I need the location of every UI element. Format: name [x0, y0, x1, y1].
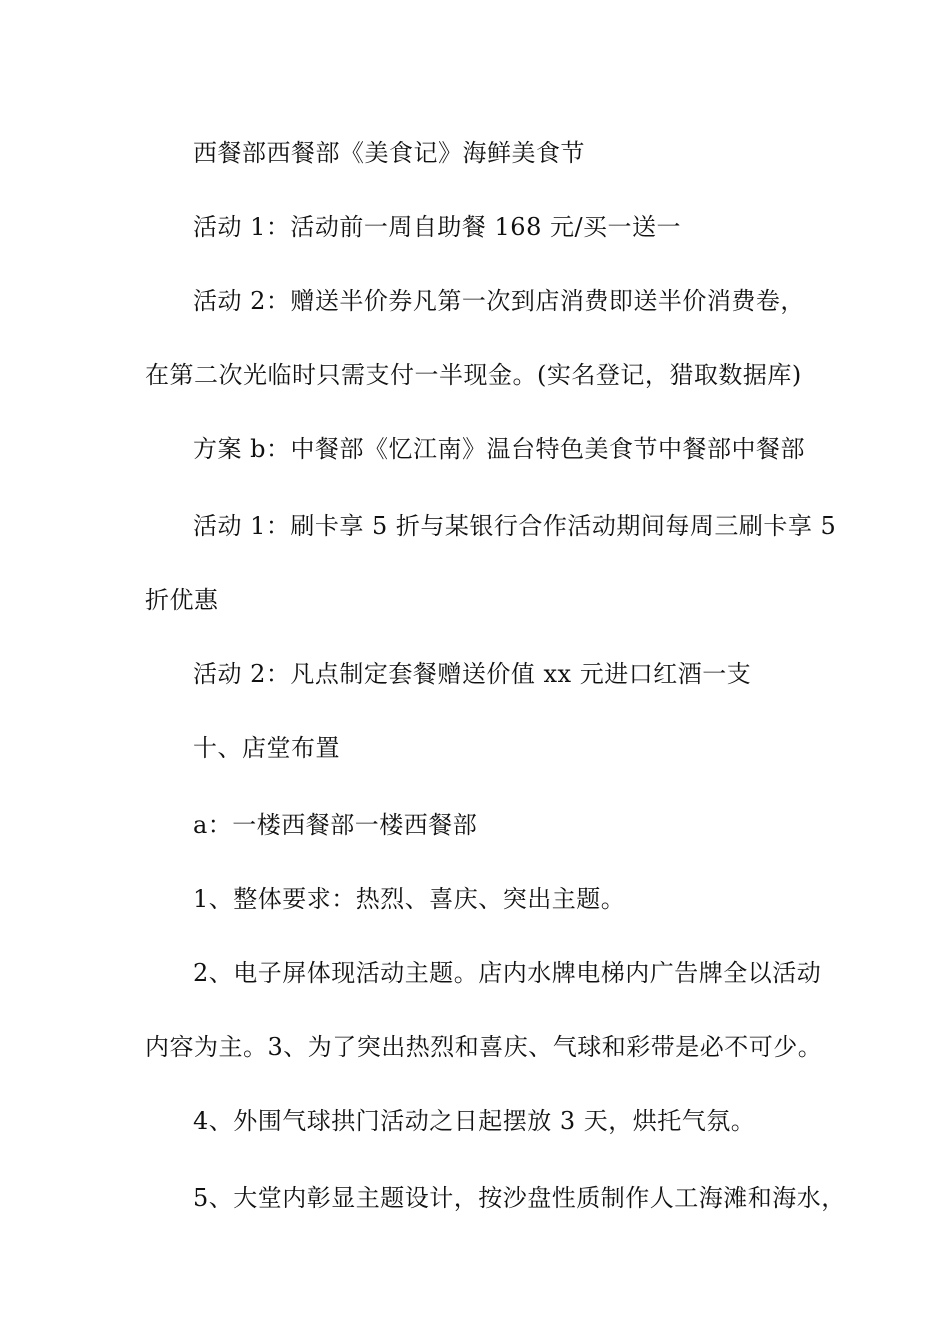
paragraph-plan-b-title: 方案 b：中餐部《忆江南》温台特色美食节中餐部中餐部 — [193, 435, 805, 463]
section-heading-store-decoration: 十、店堂布置 — [193, 734, 340, 762]
list-item-4-balloon-arch: 4、外围气球拱门活动之日起摆放 3 天，烘托气氛。 — [193, 1107, 756, 1135]
paragraph-activity-1-buffet: 活动 1：活动前一周自助餐 168 元/买一送一 — [193, 213, 682, 241]
list-item-5-lobby-theme: 5、大堂内彰显主题设计，按沙盘性质制作人工海滩和海水， — [193, 1184, 846, 1212]
paragraph-activity-1-card-discount: 活动 1：刷卡享 5 折与某银行合作活动期间每周三刷卡享 5 — [193, 512, 837, 540]
paragraph-activity-2-coupon-cont: 在第二次光临时只需支付一半现金。(实名登记，猎取数据库) — [145, 361, 802, 389]
list-item-2-screen: 2、电子屏体现活动主题。店内水牌电梯内广告牌全以活动 — [193, 959, 822, 987]
paragraph-activity-2-wine: 活动 2：凡点制定套餐赠送价值 xx 元进口红酒一支 — [193, 660, 752, 688]
paragraph-western-restaurant-title: 西餐部西餐部《美食记》海鲜美食节 — [193, 139, 585, 167]
list-item-1-requirements: 1、整体要求：热烈、喜庆、突出主题。 — [193, 885, 626, 913]
subsection-first-floor: a：一楼西餐部一楼西餐部 — [193, 811, 478, 839]
paragraph-activity-1-card-discount-cont: 折优惠 — [145, 586, 219, 614]
list-item-2-3-cont: 内容为主。3、为了突出热烈和喜庆、气球和彩带是必不可少。 — [145, 1033, 823, 1061]
paragraph-activity-2-coupon: 活动 2：赠送半价券凡第一次到店消费即送半价消费卷， — [193, 287, 805, 315]
